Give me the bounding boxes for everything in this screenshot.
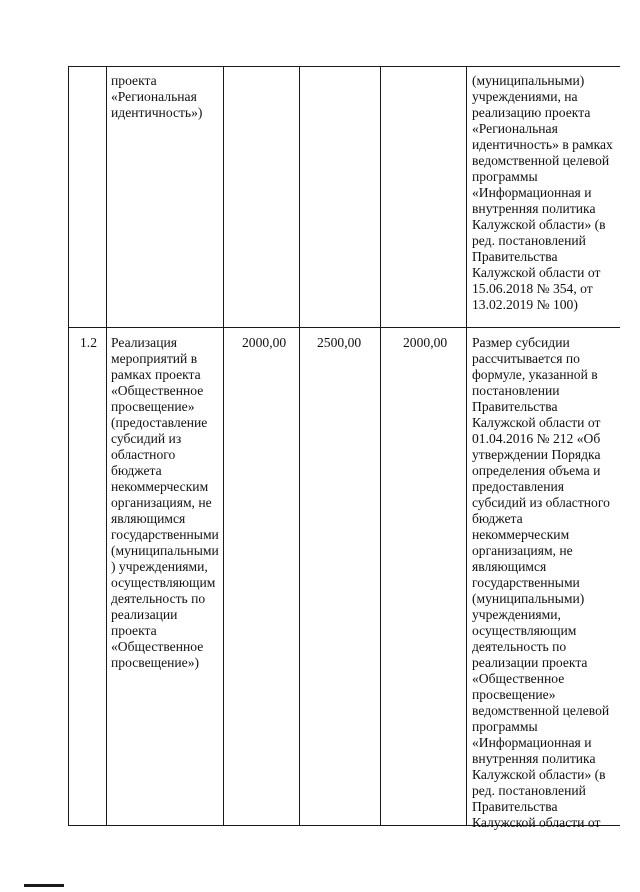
row1-notes-cell: (муниципальными) учреждениями, на реализацию проекта «Региональная идентичность» в рамках ведомственной целевой программы «Информационная и внутренняя политика Калужской области» (в ред. постановлений Правительства Калужской области от 15.06.2018 № 354, от 13.02.2019 № 100) bbox=[472, 73, 613, 312]
row1-description-cell: проекта «Региональная идентичность») bbox=[111, 73, 203, 120]
row2-notes-cell: Размер субсидии рассчитывается по формуле, указанной в постановлении Правительства Калужской области от 01.04.2016 № 212 «Об утверждении Порядка определения объема и предоставления субсидий из областного бюджета некоммерческим организациям, не являющимся государственными (муниципальными) учреждениями, осуществляющим деятельность по реализации проекта «Общественное просвещение» ведомственной целевой программы «Информационная и внутренняя политика Калужской области» (в ред. постановлений Правительства Калужской области от bbox=[472, 335, 610, 830]
table-divider-col4 bbox=[380, 66, 381, 826]
table-divider-col2 bbox=[223, 66, 224, 826]
table-divider-col3 bbox=[299, 66, 300, 826]
table-row-divider bbox=[68, 327, 620, 328]
row2-value-year1: 2000,00 bbox=[242, 335, 287, 350]
row2-value-year2: 2500,00 bbox=[317, 335, 362, 350]
table-border-left bbox=[68, 66, 69, 826]
table-divider-col5 bbox=[466, 66, 467, 826]
table-border-top bbox=[68, 66, 620, 67]
table-divider-col1 bbox=[106, 66, 107, 826]
row2-value-year3: 2000,00 bbox=[403, 335, 448, 350]
footer-mark bbox=[24, 884, 64, 887]
row2-description-cell: Реализация мероприятий в рамках проекта «Общественное просвещение» (предоставление субсидий из областного бюджета некоммерческим организациям, не являющимся государственными (муниципальными ) учреждениями, осуществляющим деятельность по реализации проекта «Общественное просвещение») bbox=[111, 335, 219, 670]
row2-number-cell: 1.2 bbox=[80, 335, 97, 350]
